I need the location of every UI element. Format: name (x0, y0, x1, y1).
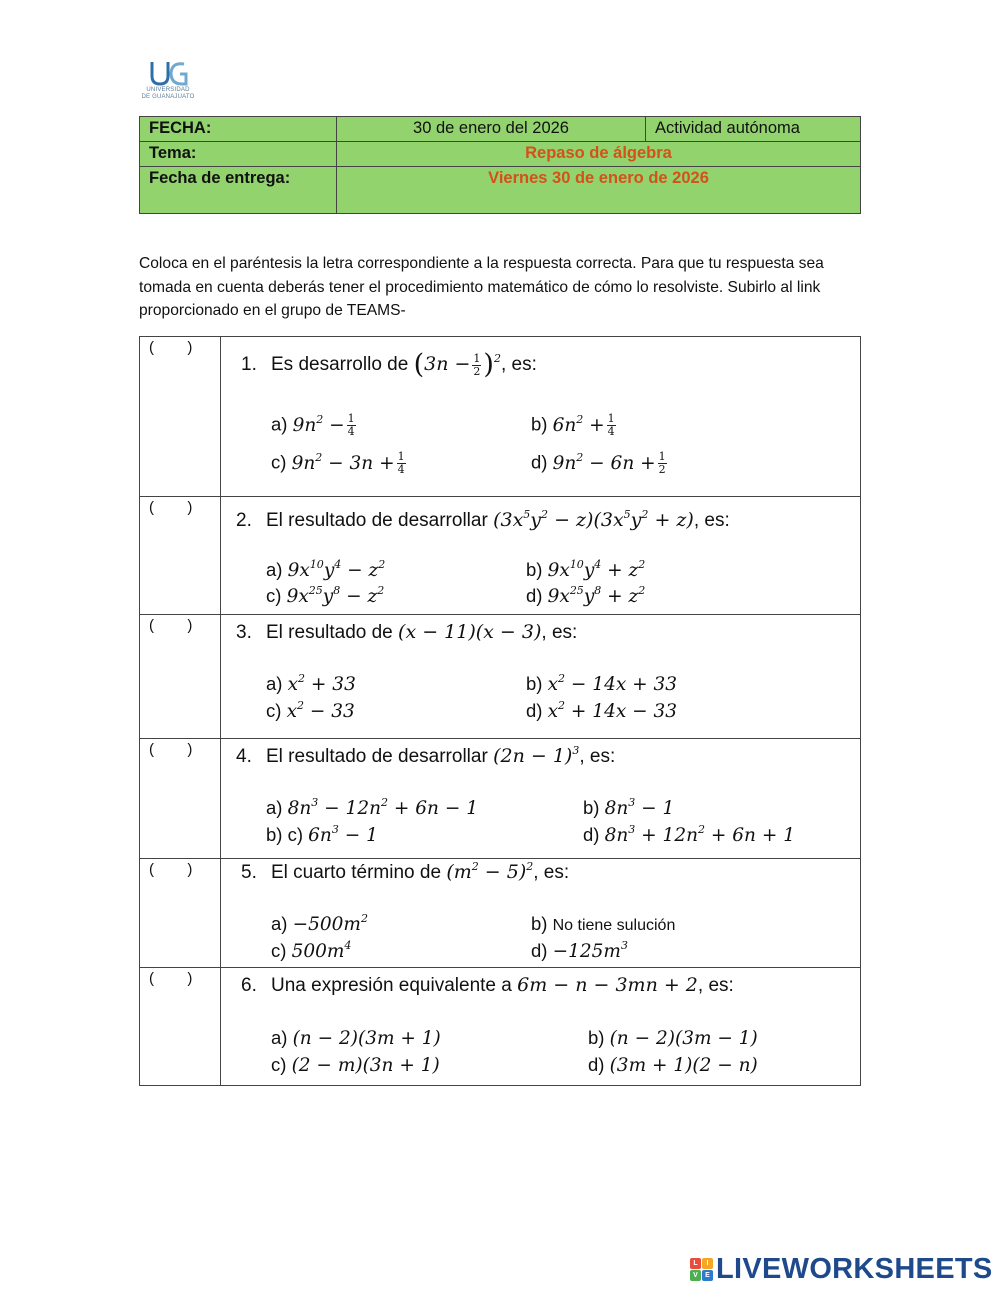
question-4-option-c[interactable]: b) c) $6n^3 - 1$ (266, 823, 378, 846)
question-5-number: 5. (241, 862, 257, 883)
question-3-option-a[interactable]: a) $x^2 + 33$ (266, 672, 356, 695)
fecha-value: 30 de enero del 2026 (337, 117, 646, 142)
answer-blank-4[interactable]: ( ) (149, 741, 193, 758)
question-2-option-d[interactable]: d) $9x^{25}y^8 + z^2$ (526, 584, 646, 607)
question-1-suffix: , es: (500, 354, 537, 375)
icon-letter-l: L (690, 1258, 701, 1269)
question-1-option-b[interactable]: b) $6n^2$ + $\frac{1}{4}$ (531, 412, 615, 438)
answer-blank-3[interactable]: ( ) (149, 617, 193, 634)
answer-blank-1[interactable]: ( ) (149, 339, 193, 356)
question-4-option-a[interactable]: a) $8n^3 - 12n^2 + 6n - 1$ (266, 796, 478, 819)
university-logo (138, 60, 198, 104)
question-5-option-c[interactable]: c) $500m^4$ (271, 939, 352, 962)
question-3-option-b[interactable]: b) $x^2 - 14x + 33$ (526, 672, 678, 695)
icon-letter-v: V (690, 1270, 701, 1281)
question-1-title: 1. Es desarrollo de (3n − $\frac{1}{2}$ )$^2$, es: (241, 349, 537, 380)
question-row-4 (140, 739, 861, 859)
question-6-number: 6. (241, 975, 257, 996)
question-1-option-a[interactable]: a) $9n^2$ − $\frac{1}{4}$ (271, 412, 355, 438)
question-2-title: 2. El resultado de desarrollar $(3x^5y^2 - z)(3x^5y^2 + z)$, es: (236, 508, 730, 531)
question-2-option-a[interactable]: a) $9x^{10}y^4 - z^2$ (266, 558, 386, 581)
question-5-prefix: El cuarto término de (271, 862, 442, 883)
question-2-suffix: , es: (693, 510, 730, 531)
question-5-title: 5. El cuarto término de $(m^2 - 5)^2$, es: (241, 860, 570, 883)
entrega-value: Viernes 30 de enero de 2026 (337, 167, 861, 214)
question-row-3 (140, 615, 861, 739)
question-4-prefix: El resultado de desarrollar (266, 746, 488, 767)
icon-letter-e: E (702, 1270, 713, 1281)
questions-table (139, 336, 861, 1086)
logo-line-2: DE GUANAJUATO (141, 93, 195, 100)
question-row-1 (140, 337, 861, 497)
question-2-option-b[interactable]: b) $9x^{10}y^4 + z^2$ (526, 558, 646, 581)
question-6-option-d[interactable]: d) (3m + 1)(2 − n) (588, 1054, 758, 1076)
instructions-text: Coloca en el paréntesis la letra correspondiente a la respuesta correcta. Para que tu respuesta sea tomada en cuenta deberás tener el procedimiento matemático de cómo lo resolviste. Subirlo al link proporcionado en el grupo de TEAMS- (139, 255, 824, 319)
answer-blank-5[interactable]: ( ) (149, 861, 193, 878)
liveworksheets-icon (690, 1258, 713, 1281)
question-1-number: 1. (241, 354, 257, 375)
question-row-6 (140, 968, 861, 1086)
question-6-suffix: , es: (697, 975, 734, 996)
question-5-suffix: , es: (533, 862, 570, 883)
question-4-number: 4. (236, 746, 252, 767)
fecha-label: FECHA: (140, 117, 337, 142)
question-3-prefix: El resultado de (266, 622, 393, 643)
question-1-option-c[interactable]: c) $9n^2 - 3n$ + $\frac{1}{4}$ (271, 450, 405, 476)
question-2-option-c[interactable]: c) $9x^{25}y^8 - z^2$ (266, 584, 385, 607)
question-5-option-b[interactable]: b) No tiene sulución (531, 913, 676, 934)
ug-logo-icon (138, 60, 198, 86)
question-row-5 (140, 859, 861, 968)
entrega-label: Fecha de entrega: (140, 167, 337, 214)
question-5-option-b-text: No tiene sulución (552, 917, 676, 934)
question-5-option-d[interactable]: $d) -125m^3$ (531, 939, 628, 962)
question-1-option-d[interactable]: d) $9n^2 - 6n$ + $\frac{1}{2}$ (531, 450, 666, 476)
header-table (139, 116, 861, 214)
answer-blank-2[interactable]: ( ) (149, 499, 193, 516)
question-3-option-d[interactable]: d) $x^2 + 14x - 33$ (526, 699, 678, 722)
question-2-number: 2. (236, 510, 252, 531)
liveworksheets-logo[interactable] (690, 1252, 993, 1286)
question-3-suffix: , es: (541, 622, 578, 643)
question-4-option-d[interactable]: d) $8n^3 + 12n^2 + 6n + 1$ (583, 823, 795, 846)
question-1-prefix: Es desarrollo de (271, 354, 409, 375)
answer-blank-6[interactable]: ( ) (149, 970, 193, 987)
question-6-option-c[interactable]: c) (2 − m)(3n + 1) (271, 1054, 440, 1076)
question-3-option-c[interactable]: c) $x^2 - 33$ (266, 699, 355, 722)
question-5-option-a[interactable]: $a) -500m^2$ (271, 912, 368, 935)
question-6-option-a[interactable]: a) (n − 2)(3m + 1) (271, 1027, 441, 1049)
tema-label: Tema: (140, 142, 337, 167)
question-4-title: 4. El resultado de desarrollar $(2n - 1)^3$, es: (236, 744, 616, 767)
question-4-option-b[interactable]: b) $8n^3 - 1$ (583, 796, 675, 819)
question-3-title: 3. El resultado de (x − 11)(x − 3), es: (236, 621, 578, 643)
question-row-2 (140, 497, 861, 615)
question-6-prefix: Una expresión equivalente a (271, 975, 512, 996)
logo-line-1: UNIVERSIDAD (146, 87, 190, 93)
question-4-suffix: , es: (579, 746, 616, 767)
question-2-prefix: El resultado de desarrollar (266, 510, 488, 531)
question-6-option-b[interactable]: b) (n − 2)(3m − 1) (588, 1027, 758, 1049)
logo-caption (138, 87, 198, 100)
question-3-number: 3. (236, 622, 252, 643)
icon-letter-i: I (702, 1258, 713, 1269)
tema-value: Repaso de álgebra (337, 142, 861, 167)
question-6-title: 6. Una expresión equivalente a 6m − n − 3mn + 2, es: (241, 974, 734, 996)
liveworksheets-brand: LIVEWORKSHEETS (716, 1252, 993, 1285)
activity-type: Actividad autónoma (646, 117, 861, 142)
